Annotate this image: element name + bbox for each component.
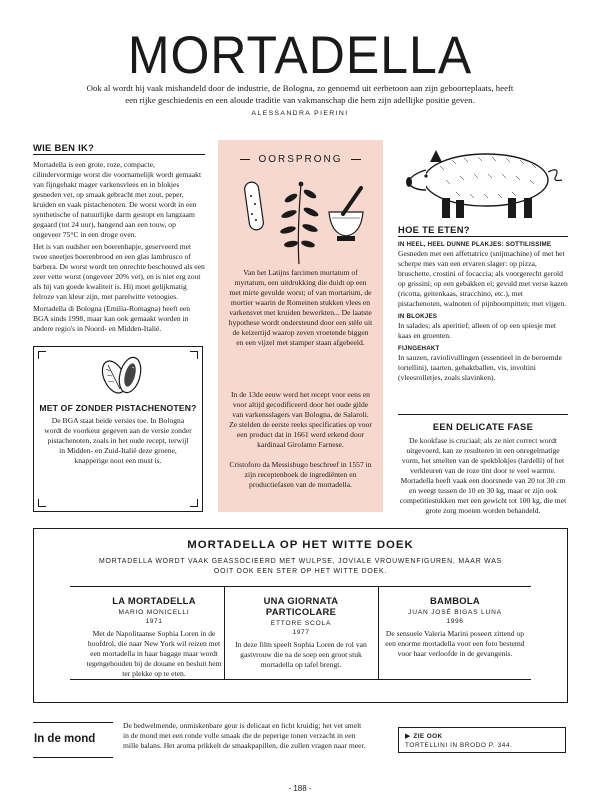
film-year: 1996 — [446, 618, 464, 625]
page-title: MORTADELLA — [127, 25, 473, 85]
corner-mark — [38, 499, 46, 507]
film-box — [33, 528, 568, 703]
film-item — [385, 595, 525, 659]
film-item — [84, 595, 224, 679]
divider — [70, 586, 531, 587]
herbs-mortar-icon — [233, 174, 368, 266]
delicate-heading: EEN DELICATE FASE — [432, 421, 534, 432]
film-year: 1977 — [292, 629, 310, 636]
intro-text: Ook al wordt hij vaak mishandeld door de industrie, de Bologna, zo genoemd uit eerbetoon aan zijn geboorteplaats, heeft een rijke geschiedenis en een aloude traditie van vakmanschap die hem zijn adellijke positie geven. — [86, 83, 514, 105]
pistachio-box — [33, 346, 203, 512]
origin-text: Van het Latijns farcimen murtatum of myrtatum, een uitdrukking die duidt op een met mirte gevulde worst; of van mortarium, de mortier waarin de Romeinen stukken vlees en varkensvet met kruiden bewerkten... De laatste hypothese wordt ondersteund door een stèle uit de keizertijd waarop zeven vroetende biggen en een vijzel met stamper staan afgebeeld. — [228, 268, 373, 347]
pig-illustration — [400, 140, 570, 222]
who-heading: WIE BEN IK? — [33, 142, 205, 155]
divider — [70, 679, 531, 680]
divider — [378, 587, 379, 679]
origin-box — [218, 140, 383, 512]
page-number: - 188 - — [288, 784, 312, 793]
film-subtitle: MORTADELLA WORDT VAAK GEASSOCIEERD MET WULPSE, JOVIALE VROUWENFIGUREN, MAAR WAS OOIT OOK EEN STER OP HET WITTE DOEK. — [98, 558, 503, 575]
film-director: ETTORE SCOLA — [270, 620, 332, 627]
who-paragraph: Mortadella is een grote, roze, compacte, cilindervormige worst die voornamelijk wordt gemaakt van fijngehakt mager varkensvlees en in blokjes gesneden vet, op smaak gebracht met zout, peper, kruiden en vaak pistachenoten. De worst wordt in een synthetische of natuurlijke darm gestopt en langzaam gegaard (tot 24 uur), hangend aan een touw, op ongeveer 75°C in een droge oven. — [33, 160, 202, 239]
eat-text: In salades; als aperitief; alleen of op een spiesje met kaas en groenten. — [398, 321, 556, 340]
who-paragraph: Mortadella di Bologna (Emilia-Romagna) heeft een BGA sinds 1998, maar kan ook gemaakt worden in andere regio's in Noord- en Midden-Italië. — [33, 304, 191, 333]
delicate-section — [398, 414, 568, 516]
arrow-icon: ▶ — [405, 732, 411, 740]
pistachio-text: De BGA staat beide versies toe. In Bologna wordt de voorkeur gegeven aan de versie zonder pistachenoten, zoals in het oude recept, terwijl in Midden- en Zuid-Italië deze groene, knapperige noot een must is. — [44, 416, 192, 465]
eat-section — [398, 224, 568, 383]
eat-subheading: IN BLOKJES — [398, 313, 438, 320]
divider — [33, 757, 113, 758]
film-director: JUAN JOSÉ BIGAS LUNA — [408, 609, 502, 616]
film-text: In deze film speelt Sophia Loren de rol van gastvrouw die na de soep een groot stuk mortadella op tafel brengt. — [235, 640, 367, 669]
divider — [33, 722, 113, 723]
film-heading: MORTADELLA OP HET WITTE DOEK — [187, 539, 414, 551]
corner-mark — [190, 499, 198, 507]
eat-heading: HOE TE ETEN? — [398, 224, 568, 237]
film-text: De sensuele Valeria Marini poseert zittend op een enorme mortadella voor een foto bestemd voor haar verloofde in de gevangenis. — [385, 629, 525, 658]
author-name: ALESSANDRA PIERINI — [251, 110, 349, 117]
eat-text: Gesneden met een affettatrice (snijmachine) of met het scherpe mes van een ervaren slager: op pizza, bruschette, crostini of focaccia; als voorgerecht gerold op grissini; op een gebakken ei; gevuld met verse kazen (ricotta, geitenkaas, stracchino, etc.), met pistachenoten, walnoten of pijnboompitten; met vijgen. — [398, 249, 568, 308]
see-also-label: ZIE OOK — [413, 732, 443, 740]
pistachio-heading: MET OF ZONDER PISTACHENOTEN? — [39, 403, 197, 413]
pistachio-icon — [92, 351, 152, 399]
corner-mark — [38, 351, 46, 359]
origin-heading: OORSPRONG — [258, 154, 343, 165]
film-title: BAMBOLA — [429, 595, 480, 606]
see-also-label-row — [405, 732, 442, 740]
delicate-text: De kookfase is cruciaal; als ze niet correct wordt uitgevoerd, kan ze resulteren in een onregelmatige vorm, het smelten van de spekblokjes (lardelli) of het verkleuren van de roze tint door te veel warmte. Mortadella heeft vaak een doorsnede van 20 tot 30 cm en weegt tussen de 10 en 30 kg, maar er zijn ook competitiestukken met een gewicht tot 100 kg, die met grote zorg moeten worden behandeld. — [399, 436, 567, 515]
divider — [351, 159, 361, 160]
film-item — [231, 595, 371, 670]
eat-text: In sauzen, raviolivullingen (essentieel in de beroemde tortellini), taarten, gehaktballen, vis, involtini (vleesrolletjes, zoals slavinken). — [398, 353, 562, 382]
see-also-link[interactable]: TORTELLINI IN BRODO P. 344. — [405, 742, 513, 749]
film-year: 1971 — [145, 618, 163, 625]
eat-subheading: IN HEEL, HEEL DUNNE PLAKJES: SOTTILISSIME — [398, 241, 552, 248]
film-director: MARIO MONICELLI — [118, 609, 190, 616]
film-title: LA MORTADELLA — [112, 595, 196, 606]
corner-mark — [190, 351, 198, 359]
who-body — [33, 160, 205, 334]
who-section — [33, 142, 205, 336]
mond-text: De bedwelmende, onmiskenbare geur is delicaat en licht kruidig; het vet smelt in de mond met een ronde volle smaak die de peperige tonen verzacht in een mille balans. Het aroma prikkelt de smaakpapillen, die zullen vragen naar meer. — [123, 721, 366, 750]
see-also-box — [398, 727, 566, 753]
divider — [224, 587, 225, 679]
mond-heading: In de mond — [34, 733, 96, 745]
origin-text: In de 13de eeuw werd het recept voor eens en voor altijd gecodificeerd door het oude gilde van varkensslagers van Bologna, de Salaroli. Ze stelden de eerste reeks specificaties op voor een product dat in 1661 werd erkend door kardinaal Girolamo Farnese. — [229, 390, 372, 449]
film-title: UNA GIORNATA PARTICOLARE — [263, 595, 339, 617]
who-paragraph: Het is van oudsher een boerenhapje, geserveerd met twee sneetjes boerenbrood en een glas lambrusco of barbera. De worst wordt ten onrechte beschouwd als een zeer vette worst (ongeveer 20% vet), en is niet erg zout als hij van goede kwaliteit is. Hij moet gelijkmatig felroze van kleur zijn, met parelwitte vetoogies. — [33, 242, 205, 301]
origin-text: Cristoforo da Messisbugo beschreef in 1557 in zijn receptenboek de ingrediënten en productiefasen van de mortadella. — [229, 460, 372, 489]
film-text: Met de Napolitaanse Sophia Loren in de hoofdrol, die naar New York wil reizen met een mortadella in haar bagage maar wordt tegengehouden bij de douane en besluit hem ter plekke op te eten. — [86, 629, 222, 678]
eat-subheading: FIJNGEHAKT — [398, 345, 440, 352]
